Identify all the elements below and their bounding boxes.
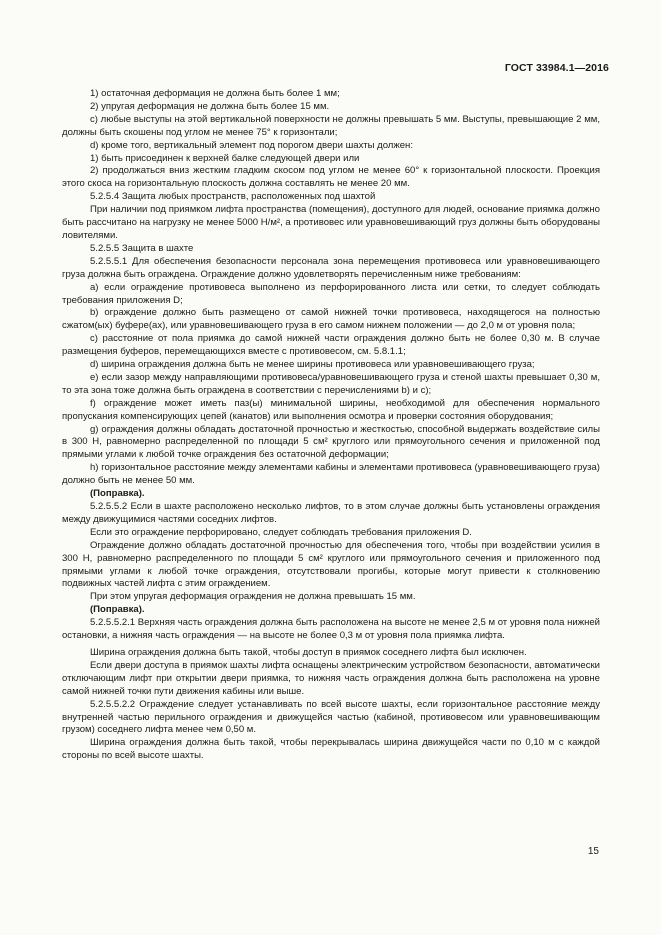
- list-item: e) если зазор между направляющими противовеса/уравновешивающего груза и стеной шахты превышает 0,30 м, то эта зона тоже должна быть ограждена в соответствии с перечислениями b) и c);: [62, 371, 600, 396]
- list-item: a) если ограждение противовеса выполнено из перфорированного листа или сетки, то следует соблюдать требования приложения D;: [62, 281, 600, 306]
- paragraph: При этом упругая деформация ограждения не должна превышать 15 мм.: [90, 591, 416, 603]
- paragraph: Если это ограждение перфорировано, следует соблюдать требования приложения D.: [90, 526, 472, 538]
- paragraph: c) любые выступы на этой вертикальной поверхности не должны превышать 5 мм. Выступы, превышающие 2 мм, должны быть скошены под углом не менее 75° к горизонтали;: [62, 113, 600, 138]
- list-item: g) ограждения должны обладать достаточной прочностью и жесткостью, способной выдержать воздействие силы в 300 Н, равномерно распределенной по площади 5 см² круглого или прямоугольного сечения и приложенной под прямыми углами к любой точке ограждения без остаточной деформации;: [62, 423, 600, 461]
- list-item: c) расстояние от пола приямка до самой нижней части ограждения должно быть не более 0,30 м. В случае размещения буферов, перемещающихся вместе с противовесом, см. 5.8.1.1;: [62, 333, 600, 358]
- section-heading: 5.2.5.4 Защита любых пространств, расположенных под шахтой: [90, 191, 376, 203]
- paragraph: 2) упругая деформация не должна быть более 15 мм.: [90, 100, 330, 112]
- paragraph: 1) быть присоединен к верхней балке следующей двери или: [90, 152, 360, 164]
- amendment-note: (Поправка).: [90, 604, 145, 616]
- paragraph: 5.2.5.5.2.1 Верхняя часть ограждения должна быть расположена на высоте не менее 2,5 м от уровня пола нижней остановки, а нижняя часть ограждения — на высоте не более 0,3 м от уровня пола приямка лифта.: [62, 617, 600, 642]
- page-number: 15: [587, 846, 599, 857]
- standard-header: ГОСТ 33984.1—2016: [504, 62, 609, 74]
- paragraph: 1) остаточная деформация не должна быть более 1 мм;: [90, 88, 340, 99]
- paragraph: 5.2.5.5.2 Если в шахте расположено несколько лифтов, то в этом случае должны быть установлены ограждения между движущимися частями соседних лифтов.: [62, 501, 600, 525]
- paragraph: Если двери доступа в приямок шахты лифта оснащены электрическим устройством безопасности, автоматически отключающим лифт при открытии двери приямка, то нижняя часть ограждения должна быть расположена на уровне самой нижней точки пути движения кабины или выше.: [62, 659, 600, 697]
- paragraph: Ограждение должно обладать достаточной прочностью для обеспечения того, чтобы при воздействии усилия в 300 Н, равномерно распределенного по площади 5 см² круглого или прямоугольного сечения и приложенного под прямыми углами к любой точке ограждения, отсутствовали прогибы, которые могут привести к столкновению подвижных частей лифта с этим ограждением.: [62, 539, 600, 590]
- paragraph: 5.2.5.5.1 Для обеспечения безопасности персонала зона перемещения противовеса или уравновешивающего груза должна быть ограждена. Ограждение должно удовлетворять перечисленным ниже требованиям:: [62, 255, 600, 280]
- paragraph: При наличии под приямком лифта пространства (помещения), доступного для людей, основание приямка должно быть рассчитано на нагрузку не менее 5000 Н/м², а противовес или уравновешивающий груз должны быть оборудованы ловителями.: [62, 204, 600, 241]
- document-body: [62, 88, 600, 763]
- paragraph: 5.2.5.5.2.2 Ограждение следует устанавливать по всей высоте шахты, если горизонтальное расстояние между внутренней частью перильного ограждения и движущейся частью (кабиной, противовесом или уравновешивающим грузом) соседнего лифта менее чем 0,50 м.: [62, 698, 600, 736]
- paragraph: d) кроме того, вертикальный элемент под порогом двери шахты должен:: [90, 139, 413, 151]
- list-item: d) ширина ограждения должна быть не менее ширины противовеса или уравновешивающего груза;: [90, 359, 535, 371]
- paragraph: 2) продолжаться вниз жестким гладким скосом под углом не менее 60° к горизонтальной плоскости. Проекция этого скоса на горизонтальную плоскость должна составлять не менее 20 мм.: [62, 165, 600, 190]
- paragraph: Ширина ограждения должна быть такой, чтобы перекрывалась ширина движущейся части по 0,10 м с каждой стороны по всей высоте шахты.: [62, 737, 600, 762]
- list-item: b) ограждение должно быть размещено от самой нижней точки противовеса, находящегося на полностью сжатом(ых) буфере(ах), или уравновешивающего груза в его самом нижнем положении — до 2,0 м от уровня пола;: [62, 307, 600, 332]
- list-item: f) ограждение может иметь паз(ы) минимальной ширины, необходимой для обеспечения нормального пропускания компенсирующих цепей (канатов) или выполнения осмотра и проверки состояния оборудования;: [62, 397, 600, 422]
- section-heading: 5.2.5.5 Защита в шахте: [90, 242, 194, 254]
- amendment-note: (Поправка).: [90, 488, 145, 500]
- list-item: h) горизонтальное расстояние между элементами кабины и элементами противовеса (уравновешивающего груза) должно быть не менее 50 мм.: [62, 462, 600, 487]
- paragraph: Ширина ограждения должна быть такой, чтобы доступ в приямок соседнего лифта был исключен.: [90, 646, 527, 658]
